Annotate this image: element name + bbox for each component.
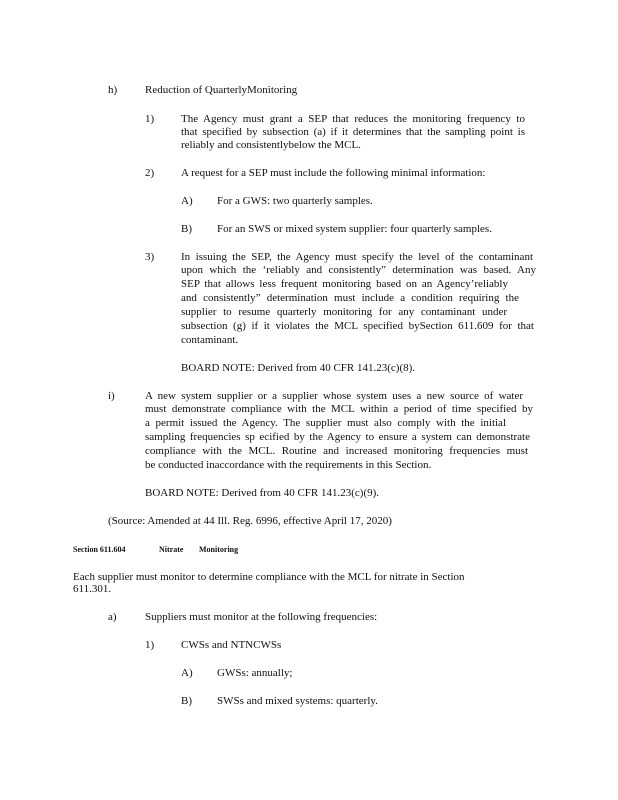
paragraph-line: contaminant.: [181, 334, 239, 346]
list-label-a: a): [108, 611, 117, 623]
section-title: Nitrate: [159, 545, 184, 554]
paragraph-line: and consistently” determination must include a condition requiring the: [181, 292, 519, 304]
source-note: (Source: Amended at 44 Ill. Reg. 6996, effective April 17, 2020): [108, 515, 392, 527]
paragraph-line: supplier to resume quarterly monitoring for any contaminant under: [181, 306, 507, 318]
paragraph-line: Suppliers must monitor at the following frequencies:: [145, 611, 378, 623]
paragraph-line: SWSs and mixed systems: quarterly.: [217, 695, 378, 707]
paragraph-line: For an SWS or mixed system supplier: four quarterly samples.: [217, 223, 492, 235]
paragraph-line: subsection (g) if it violates the MCL specified bySection 611.609 for that: [181, 320, 534, 332]
list-label-h-3: 3): [145, 251, 155, 263]
paragraph-line: A request for a SEP must include the following minimal information:: [181, 167, 486, 179]
paragraph-line: compliance with the MCL. Routine and increased monitoring frequencies must: [145, 445, 528, 457]
paragraph-line: sampling frequencies sp ecified by the Agency to ensure a system can demonstrate: [145, 431, 530, 443]
list-label-h: h): [108, 84, 118, 96]
paragraph-line: that specified by subsection (a) if it determines that the sampling point is: [181, 126, 525, 138]
paragraph-line: CWSs and NTNCWSs: [181, 639, 282, 651]
board-note: BOARD NOTE: Derived from 40 CFR 141.23(c)(9).: [145, 487, 380, 499]
list-label-a-1-A: A): [181, 667, 193, 679]
list-label-h-2-B: B): [181, 223, 192, 235]
paragraph-line: reliably and consistentlybelow the MCL.: [181, 139, 361, 151]
paragraph-line: a permit issued the Agency. The supplier must also comply with the initial: [145, 417, 506, 429]
paragraph-line: The Agency must grant a SEP that reduces the monitoring frequency to: [181, 113, 525, 125]
list-label-h-2-A: A): [181, 195, 193, 207]
subsection-heading-h: Reduction of QuarterlyMonitoring: [145, 84, 298, 96]
list-label-h-2: 2): [145, 167, 155, 179]
paragraph-line: Each supplier must monitor to determine compliance with the MCL for nitrate in Section: [73, 571, 465, 583]
section-number: Section 611.604: [73, 545, 126, 554]
paragraph-line: In issuing the SEP, the Agency must specify the level of the contaminant: [181, 251, 533, 263]
paragraph-line: upon which the ‘reliably and consistently” determination was based. Any: [181, 264, 536, 276]
paragraph-line: must demonstrate compliance with the MCL within a period of time specified by: [145, 403, 533, 415]
list-label-h-1: 1): [145, 113, 155, 125]
paragraph-line: be conducted inaccordance with the requirements in this Section.: [145, 459, 432, 471]
paragraph-line: GWSs: annually;: [217, 667, 293, 679]
section-title-2: Monitoring: [199, 545, 239, 554]
paragraph-line: A new system supplier or a supplier whose system uses a new source of water: [145, 390, 523, 402]
paragraph-line: SEP that allows less frequent monitoring based on an Agency’reliably: [181, 278, 508, 290]
list-label-a-1-B: B): [181, 695, 192, 707]
board-note: BOARD NOTE: Derived from 40 CFR 141.23(c)(8).: [181, 362, 416, 374]
paragraph-line: 611.301.: [73, 583, 112, 595]
paragraph-line: For a GWS: two quarterly samples.: [217, 195, 373, 207]
list-label-a-1: 1): [145, 639, 155, 651]
list-label-i: i): [108, 390, 115, 402]
